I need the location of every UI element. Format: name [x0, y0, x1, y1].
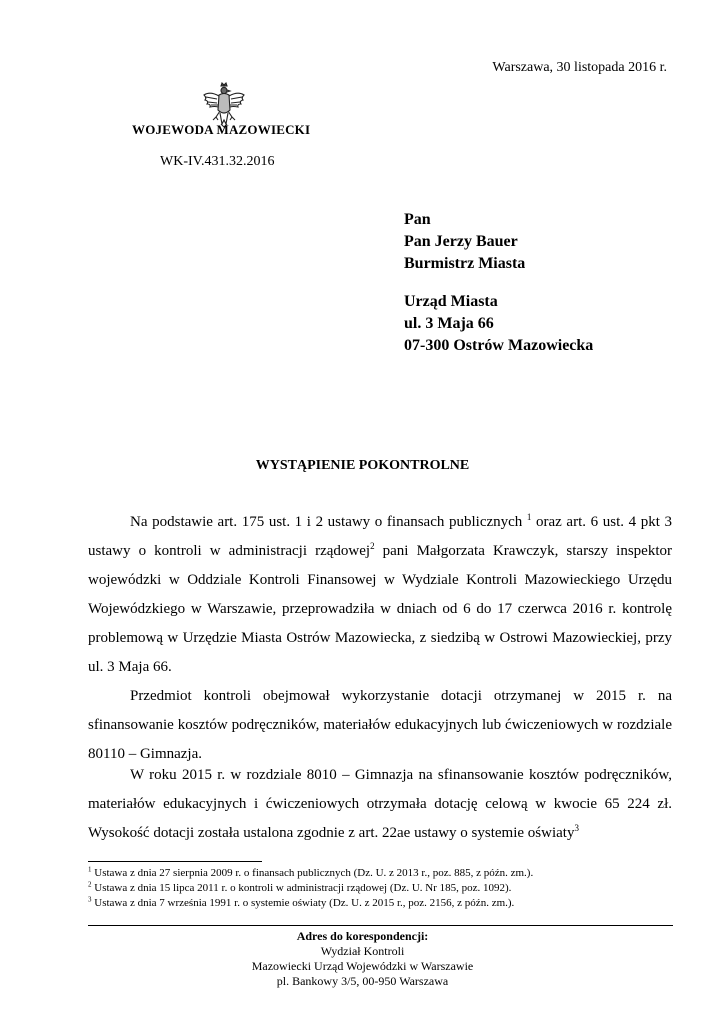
letter-date: Warszawa, 30 listopada 2016 r.: [492, 60, 667, 75]
body-text-continued: [88, 761, 672, 848]
footnote: $^2$ Ustawa z dnia 15 lipca 2011 r. o kontroli w administracji rządowej (Dz. U. Nr 185, poz. 1092).: [88, 880, 512, 894]
correspondence-line: Mazowiecki Urząd Wojewódzki w Warszawie: [251, 959, 474, 973]
recipient-line: Burmistrz Miasta: [404, 255, 526, 272]
footnote-ref: 2: [370, 541, 375, 551]
recipient-address-line: Urząd Miasta: [404, 293, 498, 310]
footnote-ref: 3: [574, 823, 579, 833]
issuer-name: WOJEWODA MAZOWIECKI: [132, 122, 311, 137]
document-title: WYSTĄPIENIE POKONTROLNE: [255, 458, 470, 473]
footnotes: [88, 866, 533, 911]
body-text: [88, 508, 672, 769]
recipient-address-line: ul. 3 Maja 66: [404, 315, 494, 332]
recipient-address-line: 07-300 Ostrów Mazowiecka: [404, 337, 594, 354]
footer-separator: [88, 925, 673, 926]
reference-number: WK-IV.431.32.2016: [160, 154, 275, 169]
footnote: $^3$ Ustawa z dnia 7 września 1991 r. o systemie oświaty (Dz. U. z 2015 r., poz. 2156, z późn. zm.).: [88, 895, 515, 909]
correspondence-line: Wydział Kontroli: [320, 944, 405, 958]
correspondence-address: [0, 929, 725, 989]
footnote-ref: 1: [526, 512, 532, 522]
paragraph-1: Na podstawie art. 175 ust. 1 i 2 ustawy o finansach publicznych $^1$ oraz art. 6 ust. 4 pkt 3 ustawy o kontroli w administracji rządowej$^2$ pani Małgorzata Krawczyk, starszy inspektor wojewódzki w Oddziale Kontroli Finansowej w Wydziale Kontroli Mazowieckiego Urzędu Wojewódzkiego w Warszawie, przeprowadziła w dniach od 6 do 17 czerwca 2016 r. kontrolę problemową w Urzędzie Miasta Ostrów Mazowiecka, z siedzibą w Ostrowi Mazowieckiej, przy ul. 3 Maja 66.: [88, 512, 672, 675]
footnote-separator: [88, 861, 262, 862]
recipient-line: Pan: [404, 211, 431, 228]
correspondence-heading: Adres do korespondencji:: [296, 929, 429, 943]
footnote: $^1$ Ustawa z dnia 27 sierpnia 2009 r. o finansach publicznych (Dz. U. z 2013 r., poz. 885, z późn. zm.).: [88, 865, 534, 879]
correspondence-line: pl. Bankowy 3/5, 00-950 Warszawa: [276, 974, 449, 988]
recipient-line: Pan Jerzy Bauer: [404, 233, 518, 250]
recipient-block: [404, 209, 593, 357]
paragraph-2: Przedmiot kontroli obejmował wykorzystanie dotacji otrzymanej w 2015 r. na sfinansowanie kosztów podręczników, materiałów edukacyjnych lub ćwiczeniowych w rozdziale 80110 – Gimnazja.: [88, 688, 672, 762]
paragraph-3: W roku 2015 r. w rozdziale 8010 – Gimnazja na sfinansowanie kosztów podręczników, materiałów edukacyjnych i ćwiczeniowych otrzymała dotację celową w kwocie 65 224 zł. Wysokość dotacji została ustalona zgodnie z art. 22ae ustawy o systemie oświaty$^3$: [88, 767, 672, 841]
